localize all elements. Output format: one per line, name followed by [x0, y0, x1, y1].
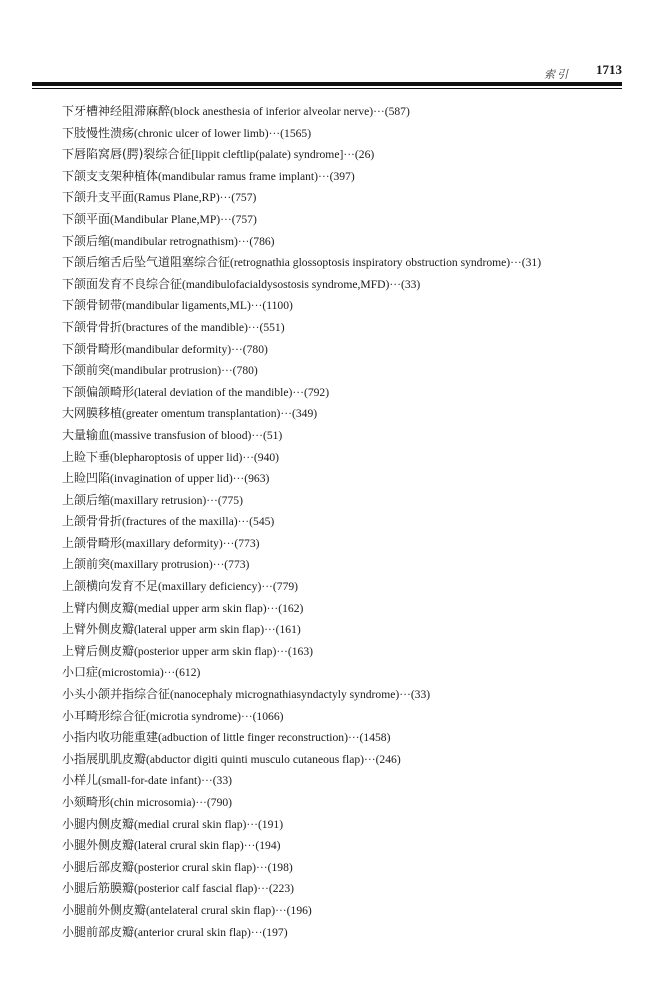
index-term-chinese: 上颌骨骨折 [62, 514, 123, 529]
index-entry [62, 814, 632, 836]
index-entry [62, 922, 632, 944]
index-term-chinese: 小指内收功能重建 [62, 730, 159, 745]
index-term-chinese: 上睑下垂 [62, 449, 111, 464]
index-term-chinese: 小耳畸形综合征 [62, 708, 147, 723]
index-term-english: (posterior crural skin flap)···(198) [134, 860, 293, 874]
index-term-chinese: 上臂内侧皮瓣 [62, 600, 135, 615]
index-term-english: (mandibular retrognathism)···(786) [110, 234, 275, 248]
index-entry [62, 382, 632, 404]
index-term-english: (mandibular ligaments,ML)···(1100) [122, 299, 293, 313]
index-entry-list [62, 101, 632, 943]
index-term-english: (block anesthesia of inferior alveolar nerve)···(587) [170, 105, 410, 118]
page-header [32, 62, 622, 82]
index-term-chinese: 小腿前部皮瓣 [62, 924, 135, 939]
index-entry [62, 468, 632, 490]
index-entry [62, 792, 632, 814]
index-entry [62, 339, 632, 361]
page-number: 1713 [596, 62, 622, 77]
index-term-english: (abductor digiti quinti musculo cutaneous flap)···(246) [146, 752, 401, 766]
index-term-chinese: 小头小颌并指综合征 [62, 687, 171, 702]
index-term-english: (maxillary protrusion)···(773) [110, 558, 250, 572]
index-entry [62, 770, 632, 792]
index-term-chinese: 小颏畸形 [62, 795, 111, 809]
index-entry [62, 447, 632, 469]
index-term-chinese: 下颌面发育不良综合征 [62, 276, 183, 291]
index-term-english: (lateral crural skin flap)···(194) [134, 839, 281, 853]
index-term-english: (mandibulofacialdysostosis syndrome,MFD)···(33) [182, 277, 421, 291]
index-term-english: (greater omentum transplantation)···(349) [122, 407, 318, 421]
index-entry [62, 511, 632, 533]
index-term-english: (blepharoptosis of upper lid)···(940) [110, 450, 280, 464]
index-term-english: (medial crural skin flap)···(191) [134, 817, 284, 831]
index-term-chinese: 下颌骨畸形 [62, 341, 123, 356]
index-term-english: (mandibular deformity)···(780) [122, 342, 268, 356]
index-entry [62, 598, 632, 620]
index-entry [62, 727, 632, 749]
index-term-english: (mandibular ramus frame implant)···(397) [158, 169, 355, 183]
index-term-english: (Ramus Plane,RP)···(757) [134, 191, 257, 205]
index-term-chinese: 下颌后缩 [62, 233, 111, 248]
index-entry [62, 641, 632, 663]
index-term-chinese: 下颌平面 [62, 211, 111, 226]
running-section-title: 索引 [544, 68, 570, 81]
index-term-chinese: 下肢慢性溃疡 [62, 125, 135, 140]
index-term-chinese: 下颌骨骨折 [62, 319, 123, 334]
index-term-english: (maxillary deficiency)···(779) [158, 580, 299, 594]
index-term-english: (adbuction of little finger reconstruction)···(1458) [158, 731, 391, 745]
index-term-chinese: 上颌前突 [62, 557, 111, 572]
index-term-english: (maxillary retrusion)···(775) [110, 493, 243, 507]
index-entry [62, 835, 632, 857]
index-term-english: (Mandibular Plane,MP)···(757) [110, 212, 257, 226]
index-entry [62, 576, 632, 598]
index-term-english: (lateral deviation of the mandible)···(792) [134, 385, 330, 399]
index-term-english: (microtia syndrome)···(1066) [146, 709, 284, 723]
index-term-chinese: 上颌骨畸形 [62, 535, 123, 550]
index-term-english: (posterior calf fascial flap)···(223) [134, 882, 294, 896]
index-entry [62, 295, 632, 317]
index-term-english: (posterior upper arm skin flap)···(163) [134, 644, 314, 658]
index-term-chinese: 上睑凹陷 [62, 471, 111, 486]
index-term-chinese: 大网膜移植 [62, 406, 123, 421]
index-term-chinese: 小腿前外侧皮瓣 [62, 902, 147, 917]
index-entry [62, 425, 632, 447]
index-entry [62, 900, 632, 922]
index-term-english: (bractures of the mandible)···(551) [122, 320, 285, 334]
index-term-english: (microstomia)···(612) [98, 666, 201, 680]
index-term-chinese: 上臂外侧皮瓣 [62, 622, 135, 637]
index-term-chinese: 小样儿 [62, 773, 99, 788]
index-entry [62, 144, 632, 166]
index-term-chinese: 下颌偏颌畸形 [62, 384, 135, 399]
index-term-chinese: 小腿外侧皮瓣 [62, 838, 135, 853]
index-term-english: (antelateral crural skin flap)···(196) [146, 903, 312, 917]
index-term-chinese: 大量输血 [62, 427, 111, 442]
index-entry [62, 317, 632, 339]
index-entry [62, 533, 632, 555]
index-term-chinese: 上颌横向发育不足 [62, 579, 159, 594]
index-term-english: (mandibular protrusion)···(780) [110, 364, 258, 378]
index-entry [62, 706, 632, 728]
index-entry [62, 403, 632, 425]
index-term-chinese: 小腿后筋膜瓣 [62, 881, 135, 896]
index-term-chinese: 下唇陷窝唇(腭)裂综合征 [62, 147, 192, 162]
index-entry [62, 554, 632, 576]
index-term-english: (anterior crural skin flap)···(197) [134, 925, 288, 939]
index-term-english: (retrognathia glossoptosis inspiratory obstruction syndrome)···(31) [230, 256, 542, 270]
index-entry [62, 749, 632, 771]
index-term-chinese: 上颌后缩 [62, 492, 111, 507]
index-entry [62, 231, 632, 253]
index-term-chinese: 小指展肌肌皮瓣 [62, 751, 147, 766]
index-entry [62, 166, 632, 188]
index-entry [62, 360, 632, 382]
index-entry [62, 101, 632, 123]
index-term-chinese: 小腿后部皮瓣 [62, 859, 135, 874]
index-entry [62, 274, 632, 296]
index-term-english: (nanocephaly micrognathiasyndactyly syndrome)···(33) [170, 688, 431, 702]
index-term-english: (invagination of upper lid)···(963) [110, 472, 270, 486]
index-entry [62, 123, 632, 145]
index-entry [62, 187, 632, 209]
index-entry [62, 662, 632, 684]
index-entry [62, 490, 632, 512]
index-term-english: (fractures of the maxilla)···(545) [122, 515, 275, 529]
index-term-chinese: 小口症 [62, 665, 99, 680]
index-term-english: (maxillary deformity)···(773) [122, 536, 260, 550]
index-term-english: (small-for-date infant)···(33) [98, 774, 233, 788]
index-entry [62, 684, 632, 706]
header-rule-thin [32, 88, 622, 89]
index-term-chinese: 下颌升支平面 [62, 190, 135, 205]
index-term-chinese: 下颌支支架种植体 [62, 168, 159, 183]
index-term-chinese: 下颌后缩舌后坠气道阻塞综合征 [62, 255, 231, 270]
index-entry [62, 252, 632, 274]
header-rule-thick [32, 82, 622, 86]
index-term-english: (lateral upper arm skin flap)···(161) [134, 623, 301, 637]
index-term-chinese: 下颌前突 [62, 363, 111, 378]
index-term-chinese: 小腿内侧皮瓣 [62, 816, 135, 831]
index-term-english: (chronic ulcer of lower limb)···(1565) [134, 126, 312, 140]
index-entry [62, 209, 632, 231]
index-entry [62, 619, 632, 641]
index-term-english: (chin microsomia)···(790) [110, 796, 233, 809]
index-entry [62, 878, 632, 900]
index-term-chinese: 下牙槽神经阻滞麻醉 [62, 104, 171, 118]
index-term-chinese: 下颌骨韧带 [62, 298, 123, 313]
index-entry [62, 857, 632, 879]
index-term-english: (massive transfusion of blood)···(51) [110, 428, 283, 442]
index-term-english: (medial upper arm skin flap)···(162) [134, 601, 304, 615]
index-term-chinese: 上臂后侧皮瓣 [62, 643, 135, 658]
index-term-english: [lippit cleftlip(palate) syndrome]···(26) [191, 148, 375, 162]
